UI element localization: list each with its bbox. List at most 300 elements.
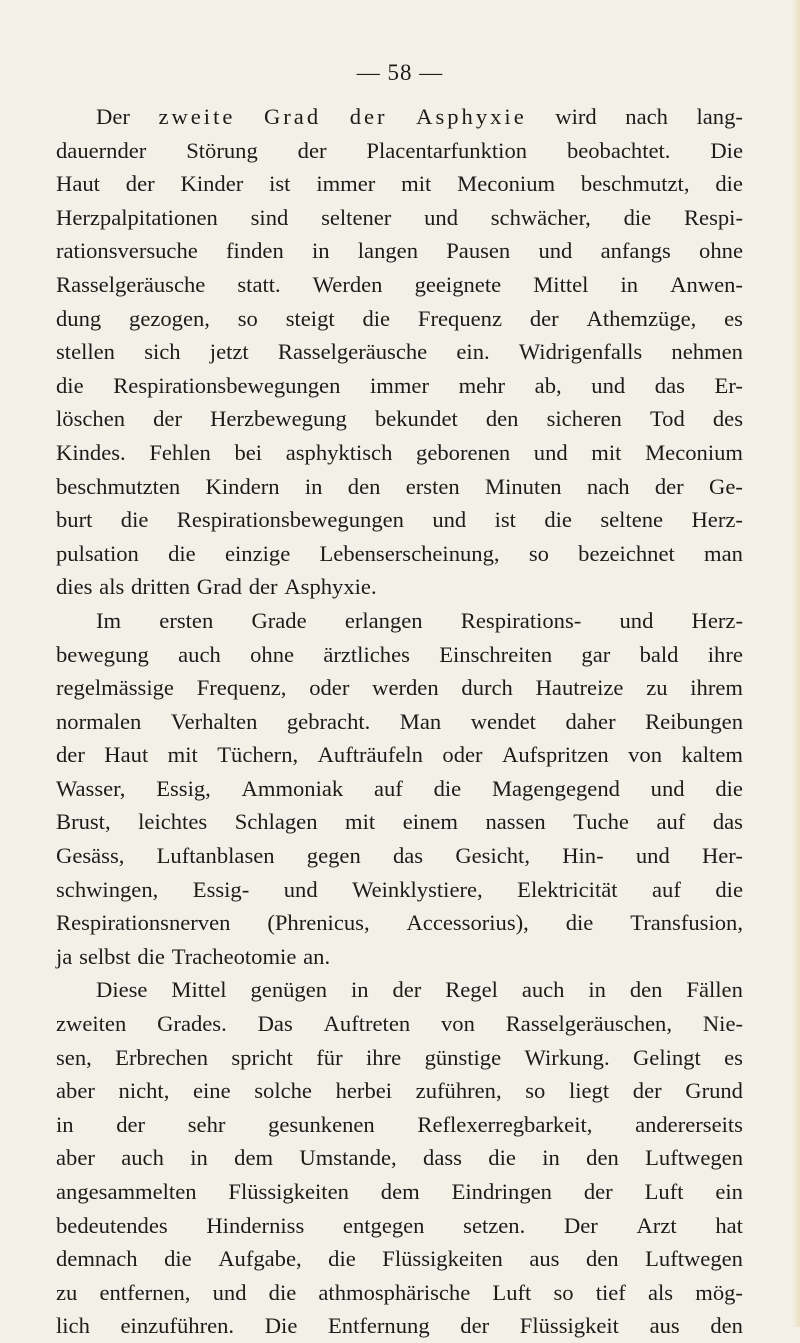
word: bald xyxy=(639,641,679,667)
word: wird xyxy=(555,104,597,129)
word: gesunkenen xyxy=(268,1111,375,1137)
word: Schlagen xyxy=(234,809,318,835)
word: Luftwegen xyxy=(645,1246,743,1272)
word: und xyxy=(533,439,568,465)
word: Essig- xyxy=(192,876,250,902)
word: mit xyxy=(401,171,432,197)
text-line xyxy=(56,671,743,705)
word: wendet xyxy=(470,708,536,734)
word: aber xyxy=(56,1145,95,1171)
word: des xyxy=(712,406,743,432)
word: die xyxy=(565,910,594,936)
word: der xyxy=(529,305,559,331)
word: gebracht. xyxy=(286,708,371,734)
word: seltene xyxy=(600,507,664,533)
word: einem xyxy=(402,809,458,835)
word: Fehlen xyxy=(149,439,211,465)
word: athmosphärische xyxy=(318,1279,471,1305)
word: Der xyxy=(563,1212,598,1238)
text-line xyxy=(56,1041,743,1075)
word: Kindern xyxy=(205,473,280,499)
word: ersten xyxy=(159,607,214,633)
word: Gelingt xyxy=(632,1044,701,1070)
word: in xyxy=(311,238,330,264)
word: auf xyxy=(373,775,403,801)
word: stellen xyxy=(56,339,115,365)
word: oder xyxy=(309,675,350,701)
word: oder xyxy=(442,742,483,768)
word: und xyxy=(424,204,458,230)
page-number: — 58 — xyxy=(356,60,444,85)
text-line xyxy=(56,873,743,907)
word: herbei xyxy=(335,1078,393,1104)
word: Kinder xyxy=(180,171,244,197)
word: Weinklystiere, xyxy=(352,876,483,902)
word: Reflexerregbarkeit, xyxy=(417,1111,593,1137)
text-line xyxy=(56,1242,743,1276)
word: Entfernung xyxy=(327,1313,430,1339)
word: Luft xyxy=(644,1179,684,1204)
word: immer xyxy=(370,372,429,398)
word: bezeichnet xyxy=(578,540,675,566)
word: steigt xyxy=(285,305,335,331)
word: in xyxy=(190,1145,208,1171)
word: Hinderniss xyxy=(206,1212,305,1238)
word: bekundet xyxy=(374,406,458,432)
text-line xyxy=(56,436,743,470)
word: Im xyxy=(96,607,122,633)
word: den xyxy=(586,1145,619,1171)
word: und xyxy=(619,607,654,633)
page-edge-shadow xyxy=(792,0,800,1327)
word: so xyxy=(553,1279,574,1305)
word: mehr xyxy=(458,372,506,398)
word: Respirationsnerven xyxy=(56,910,231,936)
word: Grad xyxy=(196,574,242,600)
word: ja xyxy=(56,943,73,969)
word: das xyxy=(392,843,424,869)
word: auch xyxy=(521,977,565,1003)
text-line xyxy=(56,1141,743,1175)
word: Ammoniak xyxy=(241,775,344,801)
text-line xyxy=(56,940,743,974)
word: Verhalten xyxy=(170,708,258,734)
word: ein. xyxy=(456,339,490,365)
word: die xyxy=(137,943,165,969)
word: Asphyxie. xyxy=(284,574,377,600)
word: so xyxy=(525,1078,546,1104)
text-line xyxy=(56,402,743,436)
word: zu xyxy=(646,675,668,701)
word: dies xyxy=(56,574,93,600)
word: Hin- xyxy=(562,843,604,869)
word: Herzbewegung xyxy=(210,406,347,432)
word: sind xyxy=(250,204,289,230)
text-line xyxy=(56,1276,743,1310)
word: ohne xyxy=(699,238,743,264)
text-line xyxy=(56,302,743,336)
word: Aufträufeln xyxy=(317,742,423,768)
word: Ge- xyxy=(709,473,743,499)
word: an. xyxy=(303,943,331,969)
word: und xyxy=(432,507,467,533)
word: bewegung xyxy=(56,641,149,667)
word: anfangs xyxy=(600,238,671,264)
text-line xyxy=(56,973,743,1007)
word: schwächer, xyxy=(490,204,591,230)
word: demnach xyxy=(56,1246,138,1272)
word: in xyxy=(588,977,606,1003)
word: günstige xyxy=(424,1044,502,1070)
word: Her- xyxy=(701,843,743,869)
word: Rasselgeräusche xyxy=(277,339,428,365)
word: daher xyxy=(565,708,616,734)
word: bedeutendes xyxy=(56,1212,168,1238)
word: die xyxy=(715,171,743,197)
word: ihre xyxy=(366,1044,402,1070)
word: nach xyxy=(586,473,630,499)
word: Arzt xyxy=(636,1212,677,1238)
word: Mittel xyxy=(171,977,227,1003)
word: so xyxy=(237,305,258,331)
word: Athemzüge, xyxy=(586,305,697,331)
word: Brust, xyxy=(56,809,111,835)
word: Respirationsbewegungen xyxy=(113,372,341,398)
word: Die xyxy=(710,137,743,163)
word: setzen. xyxy=(463,1212,526,1238)
body-text xyxy=(56,100,743,1343)
word: nicht, xyxy=(118,1078,170,1104)
word: für xyxy=(316,1044,343,1070)
word: gezogen, xyxy=(129,305,210,331)
word: der xyxy=(153,406,182,432)
word: entfernen, xyxy=(99,1279,191,1305)
text-line xyxy=(56,167,743,201)
text-line xyxy=(56,805,743,839)
word: Respirations- xyxy=(460,607,582,633)
word: ein xyxy=(715,1179,743,1204)
word: nassen xyxy=(485,809,546,835)
word: geborenen xyxy=(416,439,511,465)
word: sicheren xyxy=(546,406,622,432)
word: Haut xyxy=(56,171,100,197)
word: dritten xyxy=(131,574,191,600)
text-line xyxy=(56,638,743,672)
word: Asphyxie xyxy=(416,104,527,129)
word: Grad xyxy=(263,104,322,129)
word: normalen xyxy=(56,708,142,734)
word: die xyxy=(715,775,743,801)
word: und xyxy=(538,238,573,264)
word: man xyxy=(704,540,743,566)
word: als xyxy=(99,574,125,600)
word: Kindes. xyxy=(56,439,126,465)
word: Grund xyxy=(685,1078,743,1104)
word: und xyxy=(635,843,670,869)
word: Aufspritzen xyxy=(502,742,609,768)
word: mit xyxy=(591,439,622,465)
word: ihre xyxy=(707,641,743,667)
word: von xyxy=(628,742,663,768)
word: es xyxy=(724,1044,743,1070)
word: zu xyxy=(56,1279,78,1305)
text-line xyxy=(56,906,743,940)
word: Flüssigkeit xyxy=(519,1313,619,1339)
word: den xyxy=(585,1246,619,1272)
word: der xyxy=(654,473,684,499)
word: asphyktisch xyxy=(285,439,393,465)
word: zuführen, xyxy=(415,1078,502,1104)
word: Haut xyxy=(104,742,149,768)
word: Essig, xyxy=(156,775,211,801)
word: in xyxy=(304,473,323,499)
word: Umstande, xyxy=(299,1145,397,1171)
word: ist xyxy=(494,507,516,533)
text-line xyxy=(56,335,743,369)
text-line xyxy=(56,839,743,873)
word: die xyxy=(488,1145,516,1171)
word: gegen xyxy=(306,843,361,869)
word: seltener xyxy=(321,204,392,230)
word: in xyxy=(542,1145,560,1171)
word: Herz- xyxy=(691,507,743,533)
word: immer xyxy=(316,171,376,197)
word: ist xyxy=(269,171,291,197)
text-line xyxy=(56,134,743,168)
word: den xyxy=(347,473,381,499)
word: Fällen xyxy=(686,977,743,1003)
word: Frequenz, xyxy=(196,675,287,701)
word: ab, xyxy=(534,372,562,398)
word: einzige xyxy=(224,540,291,566)
word: ersten xyxy=(405,473,460,499)
word: regelmässige xyxy=(56,675,174,701)
word: der xyxy=(349,104,388,129)
word: rationsversuche xyxy=(56,238,198,264)
word: den xyxy=(485,406,519,432)
word: Auftreten xyxy=(323,1011,411,1037)
word: beschmutzten xyxy=(56,473,181,499)
word: Flüssigkeiten xyxy=(228,1179,349,1204)
word: burt xyxy=(56,507,93,533)
word: Werden xyxy=(312,271,383,297)
word: Widrigenfalls xyxy=(518,339,643,365)
word: ohne xyxy=(250,641,295,667)
word: (Phrenicus, xyxy=(267,910,370,936)
word: Respirationsbewegungen xyxy=(176,507,404,533)
word: gar xyxy=(581,641,611,667)
text-line xyxy=(56,604,743,638)
word: Elektricität xyxy=(517,876,618,902)
text-line xyxy=(56,1175,743,1209)
word: der xyxy=(297,137,327,163)
word: die xyxy=(362,305,391,331)
word: sen, xyxy=(56,1044,92,1070)
word: die xyxy=(433,775,462,801)
word: Luftanblasen xyxy=(156,843,275,869)
word: leichtes xyxy=(138,809,208,835)
word: Anwen- xyxy=(670,271,743,297)
word: zweite xyxy=(158,104,236,129)
text-line xyxy=(56,201,743,235)
text-line xyxy=(56,1074,743,1108)
word: Nie- xyxy=(702,1011,743,1037)
word: statt. xyxy=(237,271,281,297)
word: Herzpalpitationen xyxy=(56,204,218,230)
word: und xyxy=(591,372,626,398)
text-line xyxy=(56,503,743,537)
word: hat xyxy=(715,1212,743,1238)
word: dauernder xyxy=(56,137,147,163)
word: Tuche xyxy=(573,809,629,835)
word: Tracheotomie xyxy=(171,943,297,969)
text-line xyxy=(56,268,743,302)
word: Der xyxy=(96,104,130,129)
word: die xyxy=(56,372,84,398)
word: der xyxy=(392,977,422,1003)
word: der xyxy=(116,1111,146,1137)
word: löschen xyxy=(56,406,126,432)
word: Die xyxy=(264,1313,298,1339)
word: Minuten xyxy=(485,473,562,499)
word: Magengegend xyxy=(491,775,620,801)
word: der xyxy=(583,1179,613,1204)
word: Einschreiten xyxy=(439,641,553,667)
text-line xyxy=(56,1007,743,1041)
word: angesammelten xyxy=(56,1179,197,1204)
word: Man xyxy=(399,708,442,734)
word: andererseits xyxy=(635,1111,743,1137)
word: eine xyxy=(192,1078,231,1104)
word: Gesicht, xyxy=(455,843,530,869)
word: Das xyxy=(257,1011,293,1037)
text-line xyxy=(56,100,743,134)
word: jetzt xyxy=(209,339,249,365)
word: Placentarfunktion xyxy=(366,137,528,163)
word: Er- xyxy=(714,372,743,398)
word: Luftwegen xyxy=(645,1145,743,1171)
word: der xyxy=(56,742,85,768)
word: Grades. xyxy=(157,1011,227,1037)
text-line xyxy=(56,705,743,739)
word: solche xyxy=(254,1078,312,1104)
word: Pausen xyxy=(446,238,511,264)
word: das xyxy=(712,809,743,835)
word: Tod xyxy=(649,406,685,432)
word: Aufgabe, xyxy=(218,1246,302,1272)
word: als xyxy=(647,1279,674,1305)
word: die xyxy=(120,507,149,533)
word: ihrem xyxy=(690,675,743,701)
word: so xyxy=(528,540,549,566)
word: pulsation xyxy=(56,540,139,566)
word: Respi- xyxy=(683,204,743,230)
word: nach xyxy=(625,104,668,129)
word: bei xyxy=(234,439,263,465)
word: mit xyxy=(345,809,376,835)
word: Flüssigkeiten xyxy=(382,1246,503,1272)
word: finden xyxy=(226,238,284,264)
word: Wirkung. xyxy=(524,1044,610,1070)
word: die xyxy=(168,540,196,566)
word: lang- xyxy=(696,104,743,129)
word: lich xyxy=(56,1313,90,1339)
word: Regel xyxy=(445,977,498,1003)
word: erlangen xyxy=(344,607,423,633)
word: Herz- xyxy=(691,607,743,633)
word: dem xyxy=(380,1179,420,1204)
word: und xyxy=(283,876,318,902)
word: in xyxy=(350,977,369,1003)
word: die xyxy=(268,1279,297,1305)
word: der xyxy=(632,1078,662,1104)
word: Eindringen xyxy=(451,1179,552,1204)
word: es xyxy=(724,305,743,331)
word: sich xyxy=(144,339,181,365)
word: Lebenserscheinung, xyxy=(319,540,500,566)
word: Reibungen xyxy=(645,708,743,734)
word: selbst xyxy=(79,943,131,969)
text-line xyxy=(56,1209,743,1243)
word: aus xyxy=(529,1246,560,1272)
word: dem xyxy=(234,1145,274,1171)
word: Meconium xyxy=(645,439,743,465)
word: genügen xyxy=(250,977,328,1003)
word: den xyxy=(710,1313,743,1339)
word: Grade xyxy=(251,607,307,633)
word: Gesäss, xyxy=(56,843,125,869)
text-line xyxy=(56,234,743,268)
word: geeignete xyxy=(414,271,502,297)
word: mög- xyxy=(695,1279,743,1305)
text-line xyxy=(56,738,743,772)
word: spricht xyxy=(231,1044,293,1070)
word: der xyxy=(248,574,278,600)
word: Mittel xyxy=(533,271,589,297)
word: nehmen xyxy=(671,339,743,365)
word: die xyxy=(164,1246,192,1272)
word: ärztliches xyxy=(323,641,410,667)
word: Störung xyxy=(186,137,258,163)
word: in xyxy=(56,1111,74,1137)
word: einzuführen. xyxy=(120,1313,235,1339)
word: auf xyxy=(656,809,686,835)
word: die xyxy=(715,876,743,902)
word: auch xyxy=(178,641,221,667)
word: mit xyxy=(167,742,198,768)
word: werden xyxy=(372,675,439,701)
word: sehr xyxy=(187,1111,226,1137)
word: der xyxy=(460,1313,490,1339)
word: Frequenz xyxy=(417,305,502,331)
text-line xyxy=(56,537,743,571)
word: durch xyxy=(461,675,513,701)
word: die xyxy=(328,1246,356,1272)
text-line xyxy=(56,470,743,504)
word: Hautreize xyxy=(535,675,624,701)
word: auch xyxy=(121,1145,164,1171)
word: entgegen xyxy=(342,1212,425,1238)
word: Rasselgeräuschen, xyxy=(505,1011,672,1037)
word: liegt xyxy=(568,1078,610,1104)
word: und xyxy=(650,775,685,801)
text-line xyxy=(56,1108,743,1142)
word: das xyxy=(654,372,685,398)
word: dass xyxy=(423,1145,462,1171)
word: aber xyxy=(56,1078,95,1104)
word: Luft xyxy=(492,1279,532,1305)
word: schwingen, xyxy=(56,876,159,902)
